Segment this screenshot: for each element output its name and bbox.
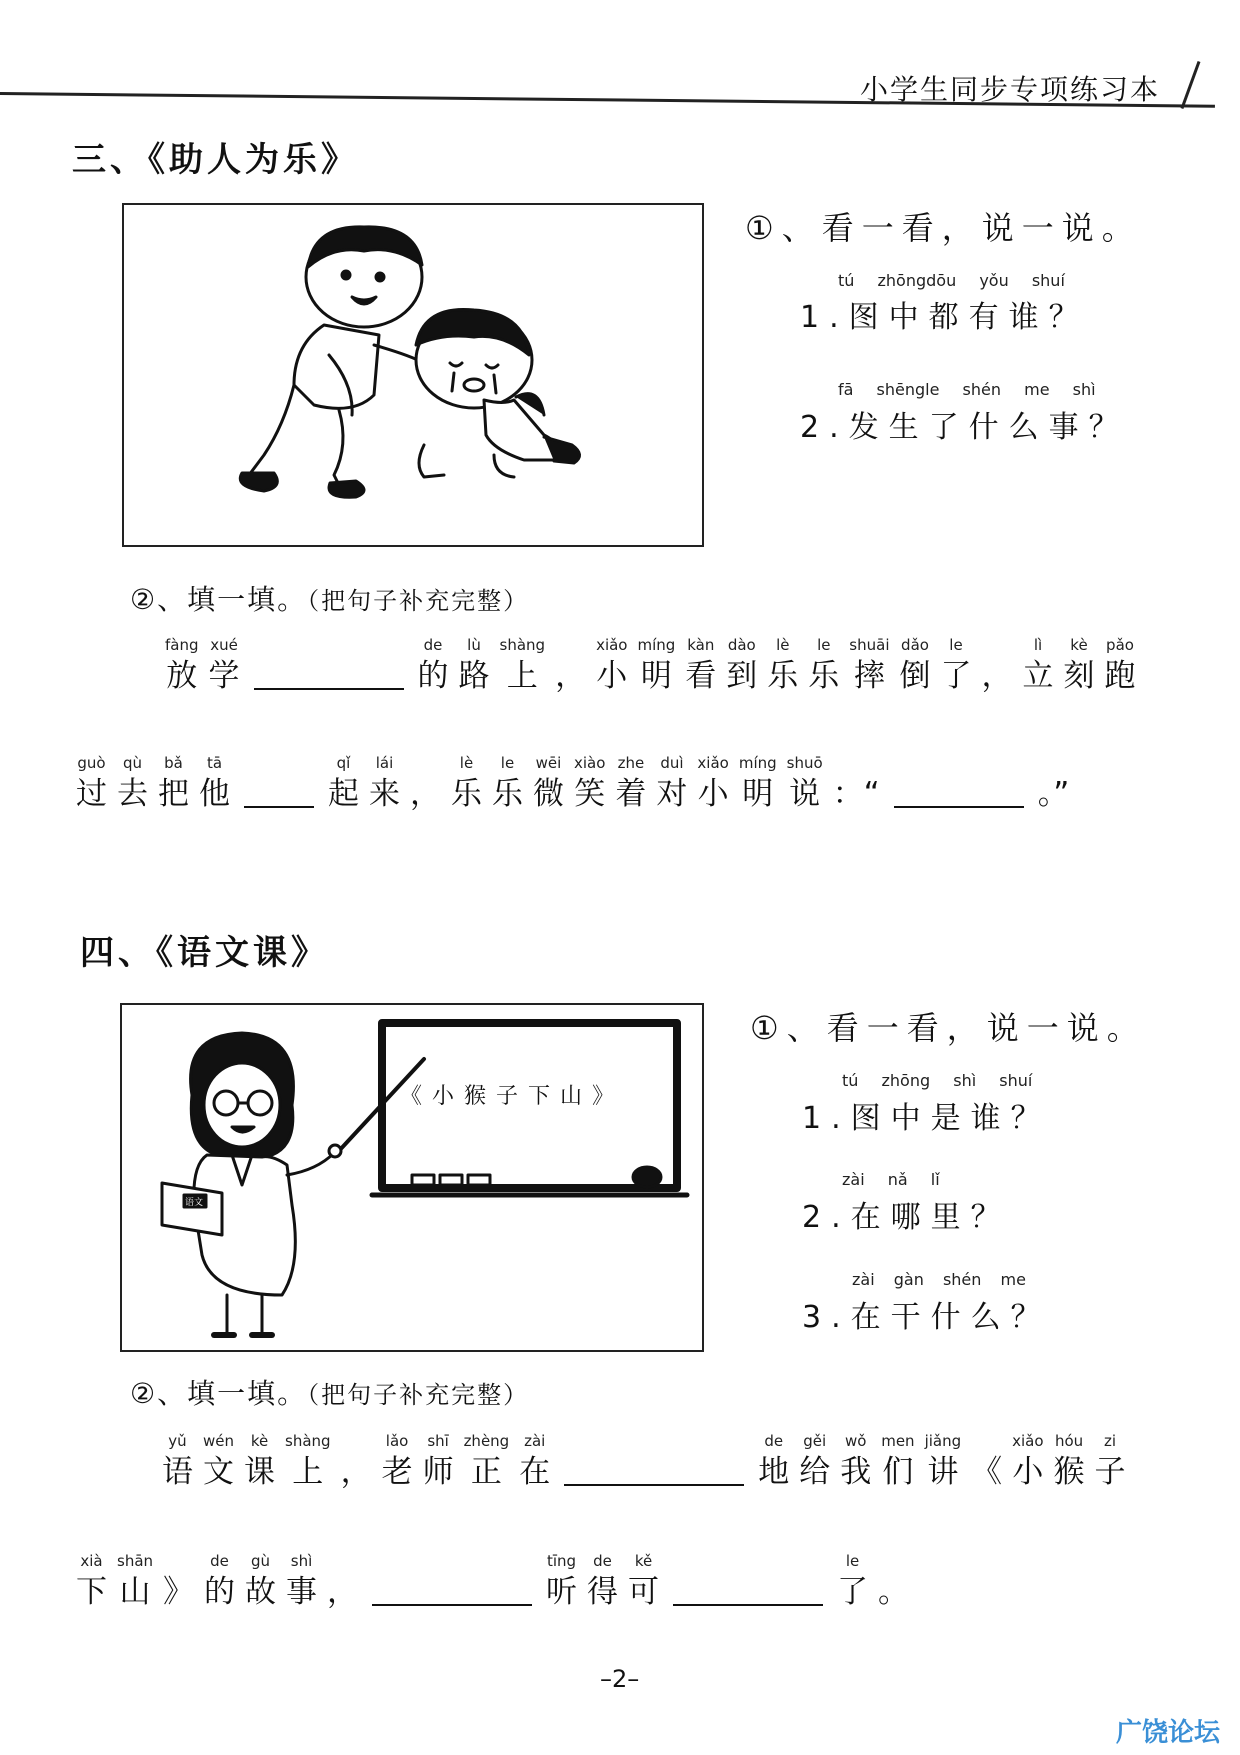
pinyin-char: [739, 752, 777, 814]
pinyin: shì: [953, 1071, 977, 1090]
hanzi: 过: [76, 776, 107, 812]
hanzi: 子: [1094, 1454, 1126, 1490]
pinyin: wēi: [535, 754, 562, 772]
section4-q1-pinyin: [842, 1071, 1032, 1090]
pinyin-char: [117, 1550, 153, 1612]
pinyin: le: [500, 754, 515, 772]
pinyin: tīng: [546, 1552, 577, 1570]
pinyin: shān: [117, 1552, 154, 1570]
pinyin: shì: [1072, 380, 1096, 399]
pinyin-char: [162, 1430, 193, 1492]
pinyin-char: [492, 752, 523, 814]
pinyin-char: [849, 634, 889, 696]
hanzi: 山: [119, 1574, 151, 1610]
pinyin-char: [574, 752, 605, 814]
hanzi: ，: [340, 1454, 372, 1490]
pinyin-char: [244, 1430, 275, 1492]
pinyin-char: [615, 752, 646, 814]
hanzi: 我: [840, 1454, 872, 1490]
hanzi: 说: [789, 776, 821, 812]
blackboard-text: 《小猴子下山》: [400, 1084, 625, 1109]
pinyin: zài: [524, 1432, 546, 1450]
pinyin: zài: [842, 1170, 865, 1189]
pinyin: zi: [1104, 1432, 1117, 1450]
hanzi: 。”: [1037, 776, 1070, 812]
hanzi: 的: [204, 1574, 236, 1610]
pinyin-char: [464, 1430, 510, 1492]
pinyin-char: [840, 1430, 871, 1492]
fill-note: （把句子补充完整）: [307, 587, 530, 615]
pinyin: shén: [942, 1270, 982, 1289]
pinyin-char: [637, 634, 675, 696]
header-corner-stroke: [1181, 61, 1201, 109]
pinyin-char: [1038, 752, 1070, 814]
pinyin-char: [758, 1430, 789, 1492]
section3-fill-heading: [130, 578, 529, 618]
fill-blank[interactable]: [673, 1574, 823, 1606]
pinyin: de: [764, 1432, 784, 1450]
hanzi: 老: [381, 1454, 413, 1490]
pinyin: me: [1024, 380, 1050, 399]
hanzi: 讲: [927, 1454, 959, 1490]
hanzi: 对: [656, 776, 688, 812]
pinyin: zài: [852, 1270, 875, 1289]
pinyin: lǐ: [930, 1170, 940, 1189]
hanzi: 正: [470, 1454, 502, 1490]
pinyin-char: [767, 634, 798, 696]
book-label: 语文: [185, 1198, 204, 1208]
hanzi: 去: [117, 776, 148, 812]
pinyin-char: [327, 1550, 358, 1612]
pinyin: zhōng: [881, 1071, 931, 1090]
pinyin-char: [726, 634, 757, 696]
section4-q2-pinyin: [842, 1170, 940, 1189]
header-title: 小学生同步专项练习本: [859, 73, 1160, 106]
hanzi: 来: [369, 776, 400, 812]
pinyin: le: [925, 380, 940, 399]
hanzi: 跑: [1104, 658, 1136, 694]
pinyin-char: [1012, 1430, 1043, 1492]
hanzi: 《: [971, 1454, 1003, 1490]
pinyin: xué: [210, 636, 238, 654]
pinyin-char: [285, 1430, 331, 1492]
section4-illustration: [120, 1003, 704, 1352]
pinyin-char: [1064, 634, 1095, 696]
pinyin: shén: [962, 380, 1002, 399]
pinyin: fàng: [165, 636, 199, 654]
pinyin-char: [833, 752, 880, 814]
pinyin: nǎ: [887, 1170, 908, 1189]
pinyin-char: [1095, 1430, 1126, 1492]
hanzi: 立: [1022, 658, 1054, 694]
pinyin: lái: [375, 754, 394, 772]
section3-question-1: 1.图中都有谁？: [800, 300, 1089, 335]
pinyin-char: [410, 752, 441, 814]
pinyin: le: [949, 636, 963, 654]
section3-look-heading: ①、看一看，说一说。: [745, 209, 1142, 247]
pinyin: zhōng: [877, 271, 927, 290]
watermark-logo: 广饶论坛: [1115, 1718, 1220, 1748]
pinyin: de: [593, 1552, 612, 1570]
section3-q2-pinyin: [838, 380, 1096, 399]
hanzi: 起: [328, 776, 359, 812]
pinyin-char: [878, 1550, 909, 1612]
hanzi: 到: [726, 658, 758, 694]
teacher-classroom-illustration: [122, 1005, 702, 1350]
hanzi: 可: [628, 1574, 660, 1610]
pinyin-char: [199, 752, 230, 814]
section4-fill-heading: [130, 1372, 529, 1412]
hanzi: 得: [587, 1574, 619, 1610]
pinyin-char: [656, 752, 687, 814]
pinyin-char: [209, 634, 240, 696]
pinyin-char: [341, 1430, 372, 1492]
hanzi: 故: [245, 1574, 277, 1610]
pinyin-char: [519, 1430, 550, 1492]
pinyin-char: [685, 634, 716, 696]
pinyin: kè: [250, 1432, 269, 1450]
section4-question-3: 3.在干什么？: [802, 1300, 1051, 1335]
hanzi: 小: [1012, 1454, 1044, 1490]
pinyin: dōu: [926, 271, 957, 290]
pinyin: pǎo: [1106, 636, 1134, 654]
hanzi: ，: [327, 1574, 359, 1610]
section3-question-2: 2.发生了什么事？: [800, 410, 1129, 445]
pinyin-char: [555, 634, 586, 696]
hanzi: 明: [742, 776, 774, 812]
hanzi: ，: [410, 776, 441, 812]
pinyin-char: [76, 1550, 107, 1612]
pinyin: wén: [203, 1432, 235, 1450]
section3-fill-line-1: [165, 634, 1136, 696]
pinyin: yǒu: [979, 271, 1009, 290]
hanzi: 文: [203, 1454, 234, 1490]
section3-illustration: [122, 203, 704, 547]
hanzi: 下: [76, 1574, 107, 1610]
helping-children-illustration: [124, 205, 702, 545]
pinyin: tú: [838, 271, 855, 290]
pinyin: xiǎo: [697, 754, 729, 772]
hanzi: 乐: [808, 658, 840, 694]
pinyin-char: [328, 752, 359, 814]
pinyin: yǔ: [168, 1432, 187, 1450]
pinyin: míng: [738, 754, 777, 772]
pinyin-char: [500, 634, 546, 696]
pinyin-char: [451, 752, 482, 814]
pinyin: kàn: [687, 636, 715, 654]
pinyin: gù: [251, 1552, 271, 1570]
section4-q3-pinyin: [852, 1270, 1026, 1289]
hanzi: 看: [685, 658, 717, 694]
section4-fill-line-1: [162, 1430, 1126, 1492]
pinyin: lì: [1033, 636, 1043, 654]
pinyin-char: [1054, 1430, 1085, 1492]
pinyin-char: [787, 752, 823, 814]
pinyin-char: [245, 1550, 276, 1612]
section4-fill-line-2: [76, 1550, 909, 1612]
hanzi: 乐: [492, 776, 523, 812]
pinyin-char: [423, 1430, 454, 1492]
pinyin: gěi: [803, 1432, 827, 1450]
hanzi: 微: [533, 776, 564, 812]
pinyin: shàng: [285, 1432, 331, 1450]
hanzi: 了: [837, 1574, 869, 1610]
hanzi: ，: [555, 658, 587, 694]
pinyin-char: [900, 634, 931, 696]
fill-blank[interactable]: [244, 776, 314, 808]
hanzi: 地: [758, 1454, 790, 1490]
hanzi: 学: [208, 658, 240, 694]
pinyin: bǎ: [164, 754, 183, 772]
fill-label: ②、填一填。: [130, 583, 308, 616]
pinyin-char: [286, 1550, 317, 1612]
pinyin: lù: [467, 636, 481, 654]
fill-note: （把句子补充完整）: [307, 1381, 530, 1409]
hanzi: 小: [697, 776, 729, 812]
pinyin: de: [210, 1552, 229, 1570]
pinyin-char: [587, 1550, 618, 1612]
hanzi: 把: [158, 776, 189, 812]
pinyin: shuāi: [849, 636, 890, 654]
pinyin: guò: [77, 754, 106, 772]
pinyin: zhe: [617, 754, 645, 772]
page-number: –2–: [600, 1665, 640, 1693]
section4-look-heading: ①、看一看，说一说。: [750, 1009, 1147, 1047]
pinyin-char: [799, 1430, 830, 1492]
pinyin: tā: [206, 754, 223, 772]
hanzi: 上: [292, 1454, 324, 1490]
pinyin: le: [817, 636, 831, 654]
hanzi: 上: [506, 658, 538, 694]
pinyin: xiào: [574, 754, 606, 772]
pinyin: lè: [459, 754, 474, 772]
pinyin: fā: [838, 380, 854, 399]
pinyin: le: [845, 1552, 860, 1570]
pinyin: duì: [660, 754, 684, 772]
hanzi: 放: [166, 658, 198, 694]
hanzi: 刻: [1063, 658, 1095, 694]
pinyin-char: [925, 1430, 962, 1492]
section4-title: 四、《语文课》: [80, 933, 329, 973]
hanzi: 事: [286, 1574, 318, 1610]
pinyin-char: [881, 1430, 914, 1492]
pinyin: xià: [80, 1552, 103, 1570]
hanzi: 听: [546, 1574, 578, 1610]
pinyin: shàng: [499, 636, 546, 654]
pinyin: xiǎo: [1012, 1432, 1044, 1450]
pinyin-char: [204, 1550, 235, 1612]
fill-blank[interactable]: [254, 658, 404, 690]
pinyin: gàn: [893, 1270, 924, 1289]
section3-q1-pinyin: [838, 271, 1065, 290]
pinyin-char: [1105, 634, 1136, 696]
hanzi: 给: [799, 1454, 831, 1490]
hanzi: 。: [878, 1574, 910, 1610]
pinyin-char: [971, 1430, 1002, 1492]
hanzi: 课: [244, 1454, 276, 1490]
pinyin: dào: [727, 636, 756, 654]
hanzi: 明: [640, 658, 672, 694]
pinyin: shuí: [999, 1071, 1033, 1090]
hanzi: 了: [940, 658, 972, 694]
pinyin-char: [203, 1430, 234, 1492]
section4-question-1: 1.图中是谁？: [802, 1101, 1051, 1136]
pinyin: hóu: [1054, 1432, 1084, 1450]
hanzi: 小: [596, 658, 628, 694]
pinyin-char: [76, 752, 107, 814]
hanzi: 师: [422, 1454, 454, 1490]
pinyin: lè: [776, 636, 790, 654]
pinyin-char: [382, 1430, 413, 1492]
pinyin-char: [1023, 634, 1054, 696]
pinyin: shēng: [876, 380, 926, 399]
pinyin-char: [158, 752, 189, 814]
pinyin: men: [881, 1432, 915, 1450]
hanzi: ，: [981, 658, 1013, 694]
pinyin-char: [533, 752, 564, 814]
pinyin: me: [1000, 1270, 1026, 1289]
pinyin-char: [982, 634, 1013, 696]
pinyin: de: [423, 636, 443, 654]
hanzi: 笑: [574, 776, 606, 812]
hanzi: 倒: [899, 658, 931, 694]
pinyin: zhèng: [463, 1432, 510, 1450]
hanzi: ：“: [832, 776, 880, 812]
hanzi: 着: [615, 776, 647, 812]
hanzi: 他: [199, 776, 230, 812]
pinyin-char: [117, 752, 148, 814]
pinyin: qǐ: [336, 754, 351, 772]
pinyin-char: [163, 1550, 194, 1612]
hanzi: 乐: [767, 658, 799, 694]
hanzi: 们: [882, 1454, 914, 1490]
pinyin-char: [628, 1550, 659, 1612]
pinyin: kè: [1070, 636, 1088, 654]
pinyin-char: [165, 634, 199, 696]
hanzi: 》: [163, 1574, 195, 1610]
section3-fill-line-2: [76, 752, 1069, 814]
fill-label: ②、填一填。: [130, 1377, 308, 1410]
pinyin-char: [459, 634, 490, 696]
hanzi: 猴: [1053, 1454, 1085, 1490]
pinyin: xiǎo: [596, 636, 628, 654]
fill-blank[interactable]: [894, 776, 1024, 808]
pinyin: shī: [427, 1432, 449, 1450]
fill-blank[interactable]: [564, 1454, 744, 1486]
pinyin: míng: [637, 636, 676, 654]
pinyin: lǎo: [385, 1432, 409, 1450]
hanzi: 的: [417, 658, 449, 694]
hanzi: 在: [519, 1454, 551, 1490]
pinyin-char: [808, 634, 839, 696]
fill-blank[interactable]: [372, 1574, 532, 1606]
hanzi: 路: [458, 658, 490, 694]
pinyin: shì: [290, 1552, 313, 1570]
pinyin: shuō: [786, 754, 823, 772]
hanzi: 乐: [451, 776, 482, 812]
pinyin-char: [697, 752, 728, 814]
pinyin: jiǎng: [924, 1432, 962, 1450]
hanzi: 摔: [853, 658, 885, 694]
pinyin-char: [837, 1550, 868, 1612]
pinyin: kě: [634, 1552, 653, 1570]
pinyin: dǎo: [901, 636, 929, 654]
pinyin: qù: [122, 754, 143, 772]
section3-title: 三、《助人为乐》: [72, 140, 359, 180]
pinyin: wǒ: [844, 1432, 867, 1450]
pinyin-char: [418, 634, 449, 696]
hanzi: 语: [162, 1454, 193, 1490]
pinyin-char: [596, 634, 627, 696]
section4-question-2: 2.在哪里？: [802, 1200, 1011, 1235]
pinyin: tú: [842, 1071, 859, 1090]
pinyin-char: [941, 634, 972, 696]
pinyin-char: [546, 1550, 577, 1612]
pinyin-char: [369, 752, 400, 814]
pinyin: shuí: [1031, 271, 1065, 290]
